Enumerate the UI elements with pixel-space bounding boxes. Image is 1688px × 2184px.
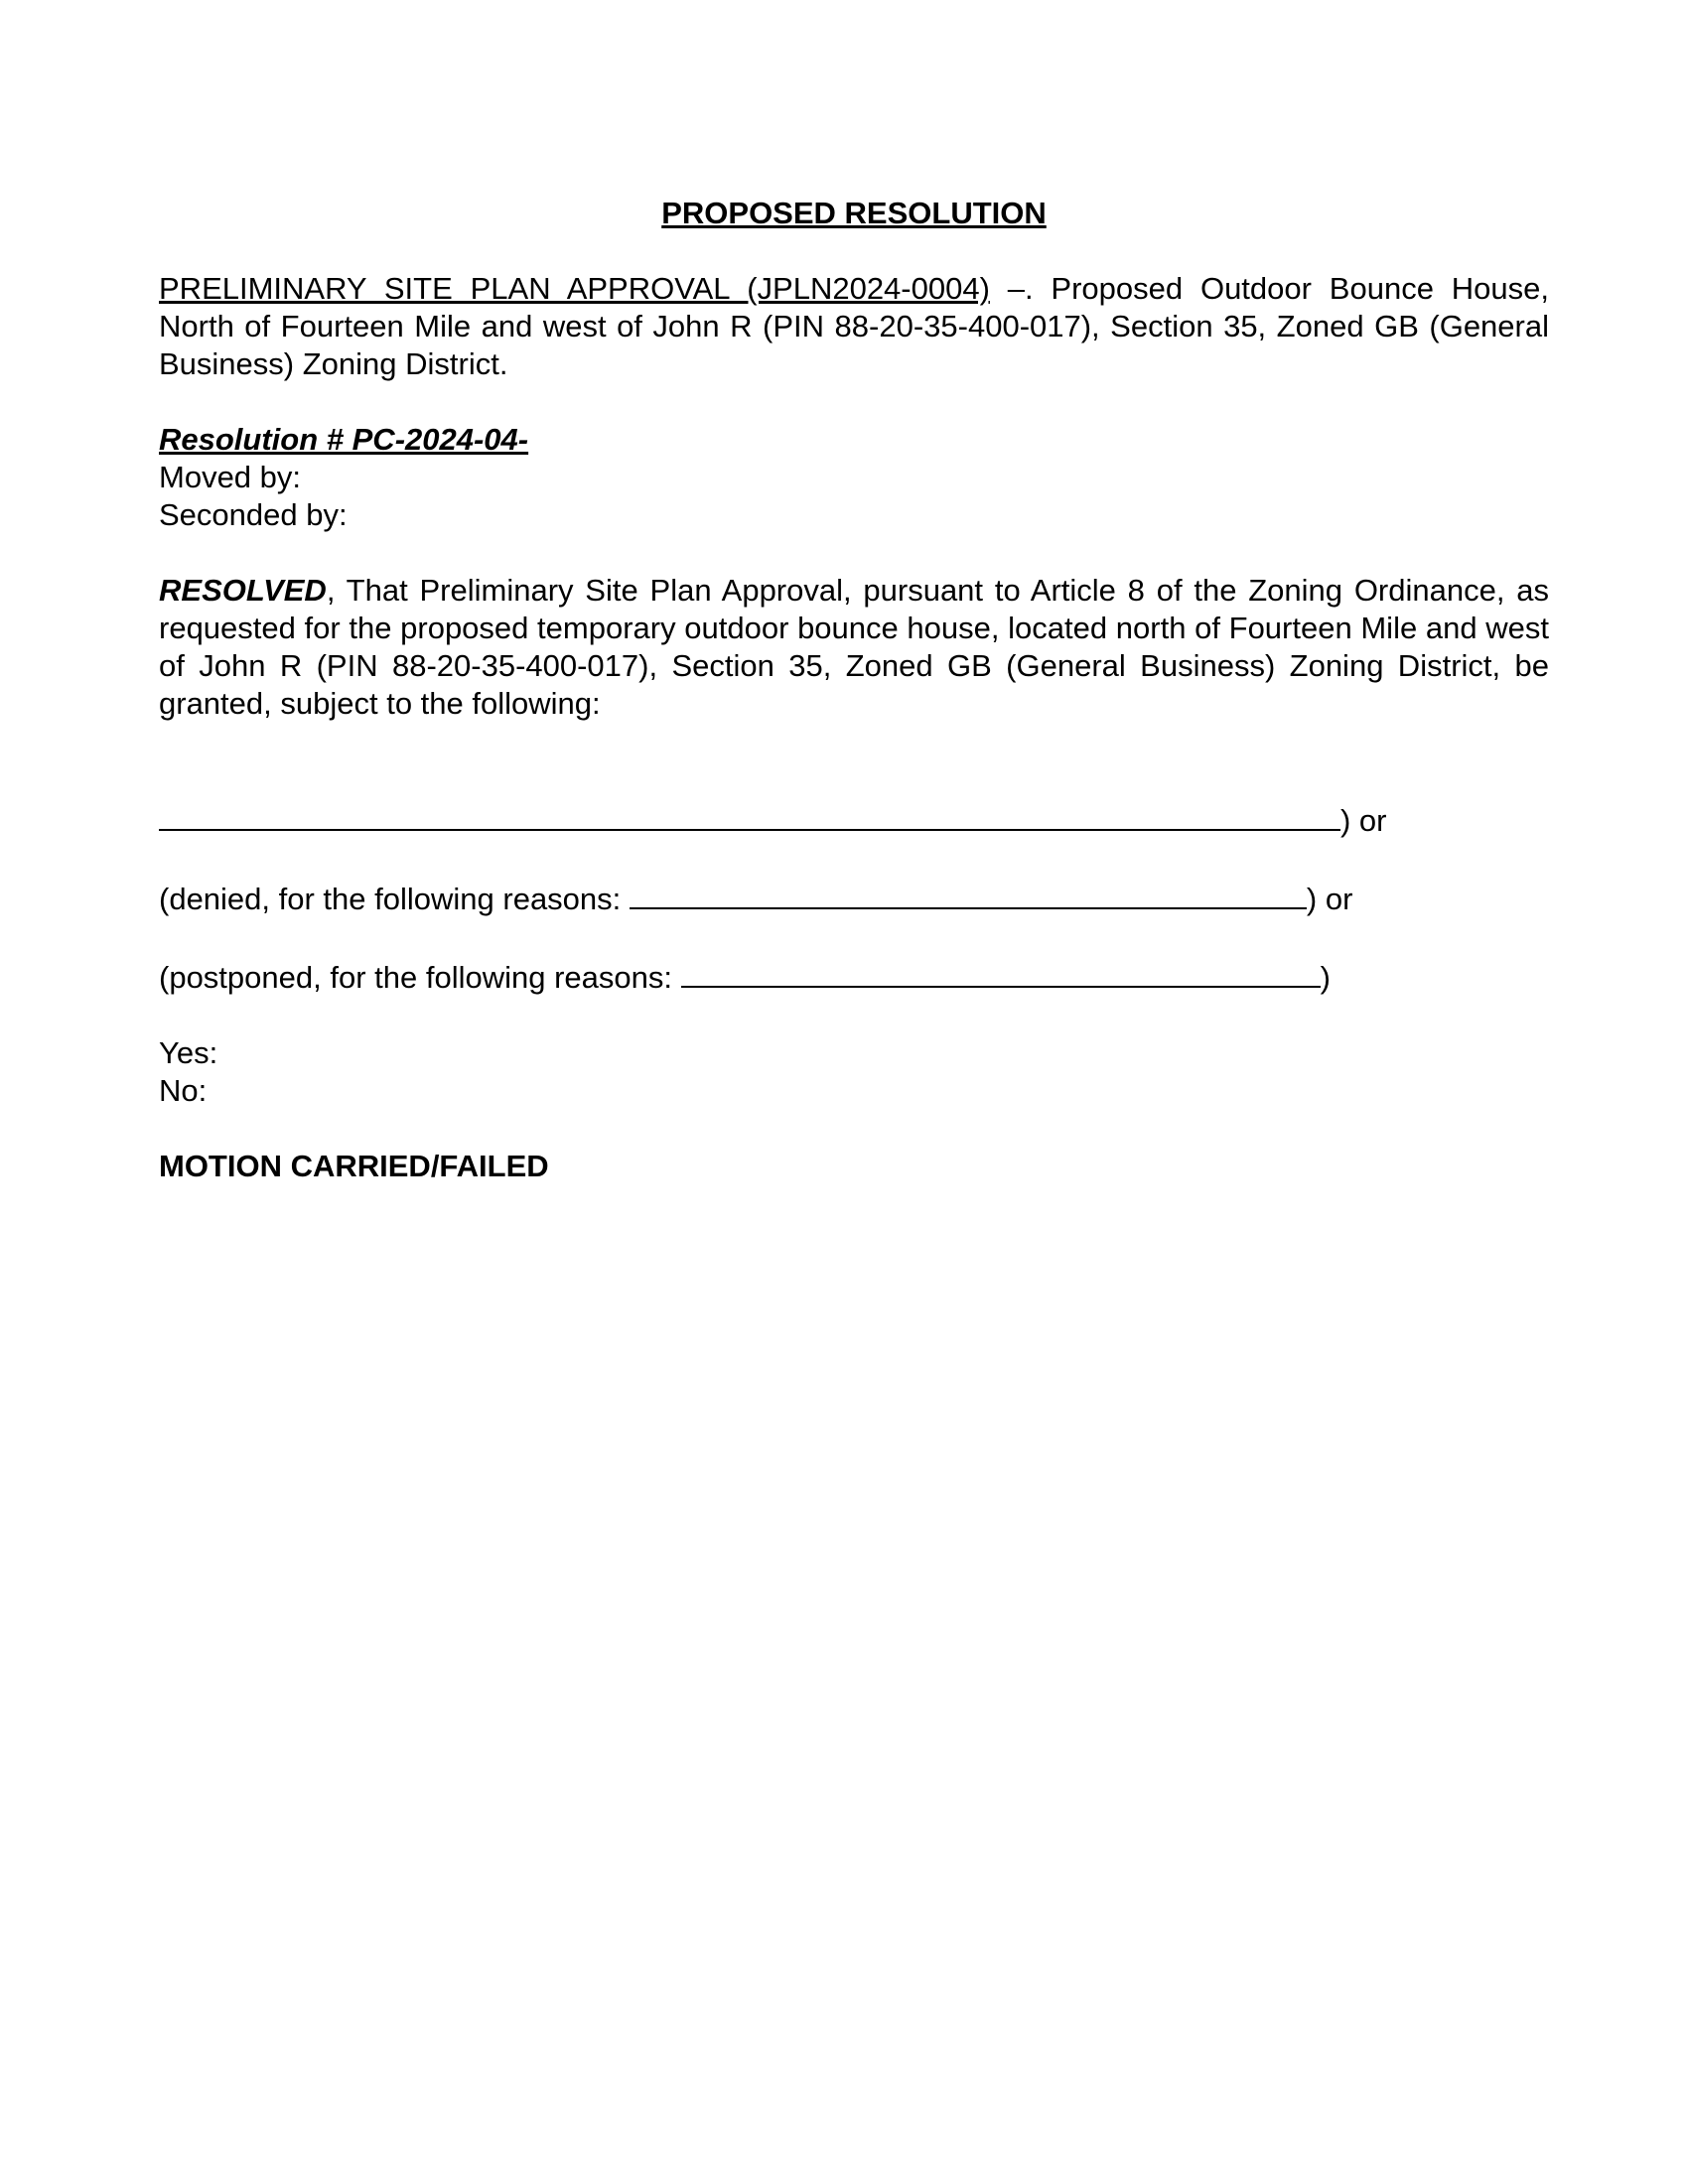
option2-prefix: (denied, for the following reasons: bbox=[159, 882, 630, 916]
option-granted-row bbox=[159, 799, 1549, 840]
heading-underlined: PRELIMINARY SITE PLAN APPROVAL (JPLN2024-0004) bbox=[159, 271, 990, 306]
postponed-reasons-blank[interactable] bbox=[681, 956, 1321, 988]
seconded-by-line: Seconded by: bbox=[159, 497, 348, 532]
option-denied-row bbox=[159, 878, 1549, 918]
resolved-paragraph bbox=[159, 572, 1549, 723]
motion-result: MOTION CARRIED/FAILED bbox=[159, 1149, 549, 1183]
option-postponed-row bbox=[159, 956, 1549, 997]
no-vote-line: No: bbox=[159, 1073, 208, 1108]
resolved-text: , That Preliminary Site Plan Approval, pursuant to Article 8 of the Zoning Ordinance, as requested for the proposed temporary outdoor bounce house, located north of Fourteen Mile and west of John R (PIN 88-20-35-400-017), Section 35, Zoned GB (General Business) Zoning District, be granted, subject to the following: bbox=[159, 573, 1549, 721]
option1-suffix: ) or bbox=[1340, 803, 1387, 838]
denied-reasons-blank[interactable] bbox=[630, 878, 1307, 909]
document-page bbox=[159, 195, 1549, 1185]
heading-rest: –. Proposed Outdoor Bounce House, North of Fourteen Mile and west of John R (PIN 88-20-35-400-017), Section 35, Zoned GB (General Business) Zoning District. bbox=[159, 271, 1549, 381]
moved-by-line: Moved by: bbox=[159, 460, 302, 494]
granted-conditions-blank[interactable] bbox=[159, 799, 1340, 831]
option3-suffix: ) bbox=[1320, 960, 1331, 995]
resolution-number: Resolution # PC-2024-04- bbox=[159, 422, 529, 457]
document-title: PROPOSED RESOLUTION bbox=[661, 196, 1047, 230]
heading-paragraph bbox=[159, 270, 1549, 383]
resolution-number-line bbox=[159, 421, 1549, 459]
option3-prefix: (postponed, for the following reasons: bbox=[159, 960, 681, 995]
yes-vote-line: Yes: bbox=[159, 1035, 218, 1070]
option2-suffix: ) or bbox=[1306, 882, 1353, 916]
resolved-word: RESOLVED bbox=[159, 573, 327, 608]
